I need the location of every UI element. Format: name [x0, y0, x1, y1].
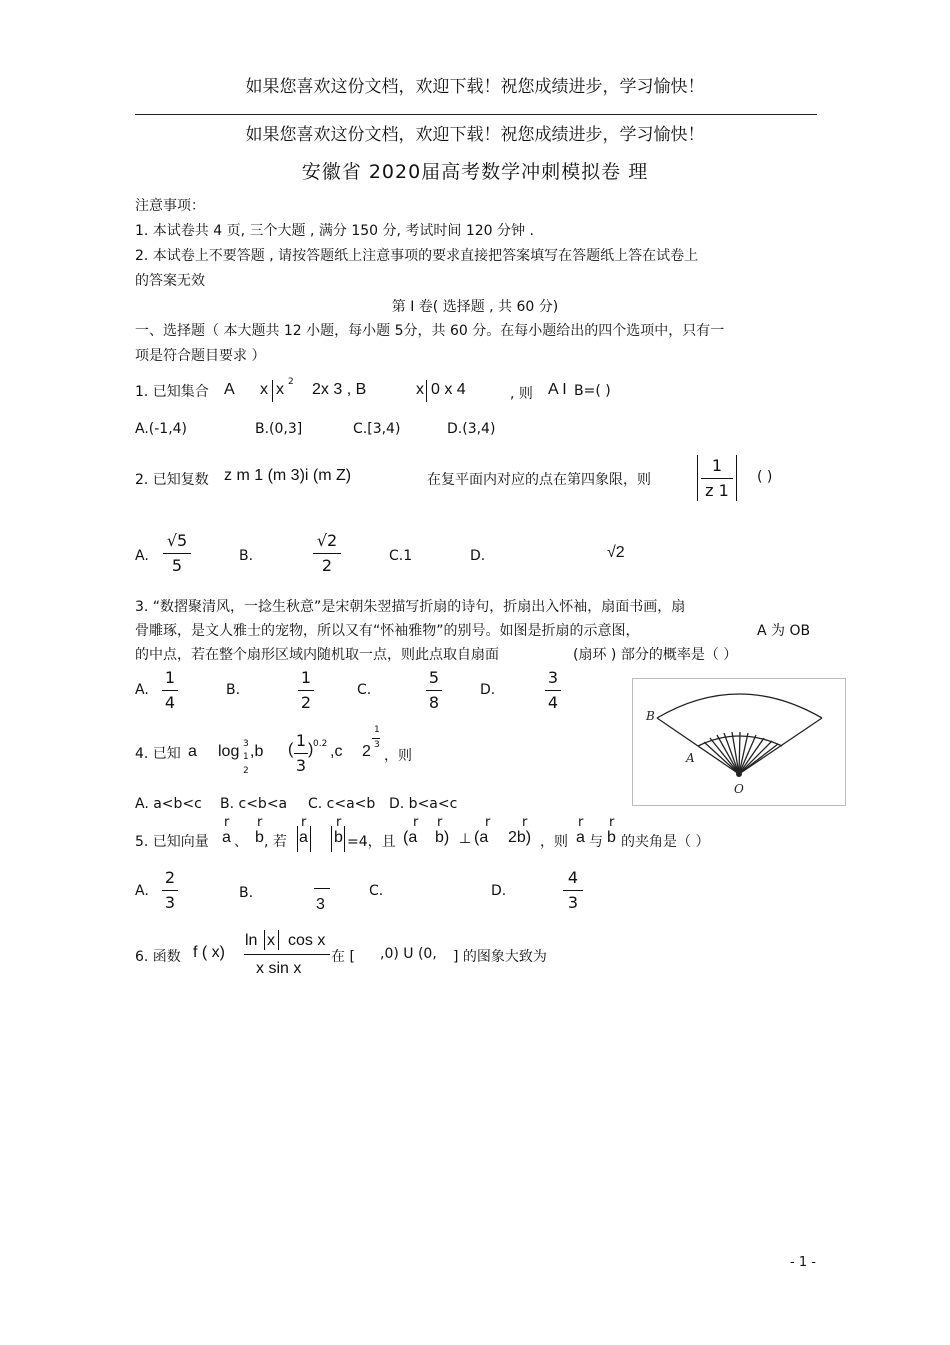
q5-a: a [222, 829, 231, 846]
q6-prefix: 6. 函数 [135, 949, 181, 965]
q4-a: a [188, 743, 197, 760]
q6-abs-right [278, 930, 279, 950]
q2-option-a-frac [163, 533, 191, 574]
q3-line-2: 骨雕琢，是文人雅士的宠物，所以又有“怀袖雅物”的别号。如图是折扇的示意图， [135, 623, 640, 639]
q2-option-c: C.1 [389, 548, 413, 564]
q4-tail: ，则 [384, 748, 412, 764]
q3-option-c-label: C. [357, 682, 372, 698]
q5-option-a-den: 3 [164, 893, 176, 912]
q3-option-d-bar [545, 690, 561, 691]
q5-norm-a-right [310, 826, 311, 852]
q4-b: ,b [250, 743, 264, 760]
section-1-line-a: 一、选择题（ 本大题共 12 小题，每小题 5分，共 60 分。在每小题给出的四个选项中，只有一 [135, 323, 725, 339]
q5-arrow-a5: r [578, 815, 584, 830]
q2-option-a-num: √5 [166, 531, 188, 550]
q2-option-b-bar [313, 553, 341, 554]
q5-and: 与 [589, 834, 603, 850]
q1-set-bar-1 [272, 380, 273, 402]
fan-label-o: O [734, 782, 744, 796]
q5-option-b-label: B. [239, 885, 254, 901]
q1-option-c: C.[3,4) [353, 421, 401, 437]
q5-norm-b-left [331, 826, 332, 852]
q5-sep: 、 [234, 834, 248, 850]
header-rule [135, 114, 817, 115]
q3-line-3b: (扇环 ) 部分的概率是（ ） [573, 647, 738, 663]
fan-label-a: A [686, 751, 695, 765]
q4-log-sub: 1 [243, 752, 249, 762]
q4-paren-close: ) [308, 741, 314, 758]
q4-frac [294, 733, 308, 774]
q1-intersection: A I [548, 381, 567, 398]
q4-option-b: B. c<b<a [220, 796, 288, 812]
q5-prefix: 5. 已知向量 [135, 834, 209, 850]
q5-arrow-b5: r [609, 815, 615, 830]
q5-then: ，则 [540, 834, 568, 850]
q5-tail: 的夹角是（ ） [621, 834, 710, 850]
q4-option-d: D. b<a<c [389, 796, 458, 812]
q4-c: ,c [330, 743, 343, 760]
q4-cexp-den: 3 [374, 740, 380, 750]
q5-lp2: (a [474, 829, 489, 846]
section-1-line-b: 项是符合题目要求 ） [135, 348, 266, 364]
q4-log-sup: 3 [243, 739, 249, 749]
q5-arrow-b2: r [336, 815, 342, 830]
q5-arrow-a4: r [485, 815, 491, 830]
q5-option-d-frac [563, 870, 583, 911]
q2-option-a-den: 5 [171, 556, 183, 575]
q5-norm-b-right [344, 826, 345, 852]
q5-lp: (a [403, 829, 418, 846]
q4-exp: 0.2 [313, 739, 328, 749]
q2-paren: ( ) [757, 469, 773, 485]
q6-tail-1: 在 [ [331, 949, 355, 965]
q3-option-a-den: 4 [164, 693, 176, 712]
q6-tail-3: ] 的图象大致为 [453, 949, 547, 965]
q1-x-b: x [416, 381, 424, 398]
q4-cexp-num: 1 [374, 725, 380, 735]
q1-b: B=( ) [574, 383, 611, 399]
q4-two: 2 [362, 743, 371, 760]
q2-option-b-frac [313, 533, 341, 574]
header-line-2: 如果您喜欢这份文档，欢迎下载！祝您成绩进步，学习愉快！ [245, 125, 705, 145]
q5-option-d-label: D. [491, 883, 507, 899]
q4-option-a: A. a<b<c [135, 796, 202, 812]
exam-title: 安徽省 2020届高考数学冲刺模拟卷 理 [301, 161, 649, 183]
q1-tail: , 则 [510, 386, 533, 402]
q5-option-d-num: 4 [567, 868, 579, 887]
q5-option-a-num: 2 [164, 868, 176, 887]
part-1-heading: 第 Ⅰ 卷( 选择题 , 共 60 分) [391, 299, 559, 315]
q6-num-ln: ln [245, 932, 258, 949]
q3-option-b-num: 1 [300, 668, 312, 687]
q5-norm-b: b [334, 829, 343, 846]
page-number: - 1 - [790, 1255, 816, 1270]
q4-frac-bar [294, 753, 308, 754]
q3-option-b-den: 2 [300, 693, 312, 712]
q5-arrow-b: r [257, 815, 263, 830]
q3-line-1: 3. “数摺聚清风，一捻生秋意”是宋朝朱翌描写折扇的诗句，折扇出入怀袖，扇面书画，扇 [135, 599, 686, 615]
q1-expr: 2x 3 , B [312, 381, 367, 398]
q3-option-b-bar [298, 690, 314, 691]
q2-frac-bar [701, 478, 733, 479]
q4-log-sub2: 2 [243, 766, 249, 776]
q5-option-b-bar [314, 888, 330, 889]
q4-prefix: 4. 已知 [135, 746, 181, 762]
q1-set-bar-2 [426, 380, 427, 402]
q2-option-d-label: D. [470, 548, 486, 564]
q2-expr: z m 1 (m 3)i (m Z) [224, 467, 352, 484]
q2-fraction [701, 458, 733, 499]
q1-x: x [260, 381, 268, 398]
q5-option-a-frac [162, 870, 178, 911]
q5-option-c-label: C. [369, 883, 384, 899]
q3-option-c-den: 8 [428, 693, 440, 712]
q3-option-a-num: 1 [164, 668, 176, 687]
q5-option-a-bar [162, 890, 178, 891]
q6-abs-left [264, 930, 265, 950]
q5-option-a-label: A. [135, 883, 149, 899]
q5-perp: ⊥ [459, 831, 472, 847]
q5-option-d-bar [563, 890, 583, 891]
header-line-1: 如果您喜欢这份文档，欢迎下载！祝您成绩进步，学习愉快！ [245, 77, 705, 97]
q2-option-a-bar [163, 553, 191, 554]
notice-heading: 注意事项： [135, 198, 205, 214]
q3-option-b-label: B. [226, 682, 241, 698]
q6-den: x sin x [256, 960, 302, 977]
q4-cexp-bar [372, 738, 380, 739]
q2-abs-bar-left [697, 455, 698, 501]
q6-frac-bar [244, 954, 330, 955]
q5-arrow-b4: r [522, 815, 528, 830]
q1-option-d: D.(3,4) [447, 421, 496, 437]
fan-label-b: B [646, 709, 655, 723]
q5-b2: 2b) [508, 829, 532, 846]
q5-option-d-den: 3 [567, 893, 579, 912]
q5-a2: a [576, 829, 585, 846]
q2-option-b-num: √2 [316, 531, 338, 550]
q2-text: 在复平面内对应的点在第四象限，则 [427, 472, 651, 488]
q3-option-c-bar [426, 690, 442, 691]
q6-num-x: x [267, 932, 275, 949]
q5-arrow-a: r [224, 815, 230, 830]
q1-option-a: A.(-1,4) [135, 421, 188, 437]
q4-frac-num: 1 [295, 731, 307, 750]
q2-abs-bar-right [736, 455, 737, 501]
q1-prefix: 1. 已知集合 [135, 384, 209, 400]
q1-expr2: 0 x 4 [431, 381, 466, 398]
q2-frac-den: z 1 [705, 481, 729, 500]
q5-b3: b [607, 829, 616, 846]
q2-prefix: 2. 已知复数 [135, 472, 209, 488]
q3-option-b-frac [298, 670, 314, 711]
q3-option-d-frac [545, 670, 561, 711]
q3-option-a-bar [162, 690, 178, 691]
notice-item-1: 1. 本试卷共 4 页, 三个大题 , 满分 150 分, 考试时间 120 分钟 . [135, 223, 534, 239]
q3-option-d-den: 4 [547, 693, 559, 712]
notice-item-2a: 2. 本试卷上不要答题 , 请按答题纸上注意事项的要求直接把答案填写在答题纸上答在试卷上 [135, 248, 699, 264]
q5-eq: =4，且 [347, 834, 396, 850]
q4-option-c: C. c<a<b [308, 796, 376, 812]
q5-arrow-b3: r [437, 815, 443, 830]
q3-option-d-num: 3 [547, 668, 559, 687]
q3-option-c-num: 5 [428, 668, 440, 687]
q5-bclose: b) [435, 829, 450, 846]
folding-fan-figure [632, 678, 846, 806]
q3-option-a-frac [162, 670, 178, 711]
fan-pivot [736, 771, 742, 777]
q1-x2: x [276, 381, 284, 398]
q6-tail-2: ,0) U (0, [380, 946, 437, 962]
q4-frac-den: 3 [295, 756, 307, 775]
q5-norm-a-left [297, 826, 298, 852]
q5-if: , 若 [264, 834, 287, 850]
q3-line-3: 的中点，若在整个扇形区域内随机取一点，则此点取自扇面 [135, 647, 499, 663]
q1-set-a: A [224, 381, 235, 398]
notice-item-2b: 的答案无效 [135, 273, 205, 289]
q4-paren-open: ( [288, 741, 294, 758]
q3-option-d-label: D. [480, 682, 496, 698]
q3-line-2b: A 为 OB [757, 623, 811, 639]
q5-norm-a: a [299, 829, 308, 846]
q5-arrow-a2: r [301, 815, 307, 830]
q5-option-b-den: 3 [316, 896, 325, 913]
q4-log: log [218, 743, 240, 760]
q1-exp: 2 [288, 377, 294, 387]
q5-b: b [255, 829, 264, 846]
q3-option-a-label: A. [135, 682, 149, 698]
q2-option-b-den: 2 [321, 556, 333, 575]
q2-frac-num: 1 [711, 456, 723, 475]
q3-option-c-frac [426, 670, 442, 711]
q5-arrow-a3: r [413, 815, 419, 830]
q6-num-cos: cos x [288, 932, 326, 949]
q1-option-b: B.(0,3] [255, 421, 303, 437]
q2-option-b-label: B. [239, 548, 254, 564]
q2-option-a-label: A. [135, 548, 149, 564]
q2-option-d-val: √2 [607, 544, 625, 561]
q6-fx: f ( x) [193, 944, 225, 961]
